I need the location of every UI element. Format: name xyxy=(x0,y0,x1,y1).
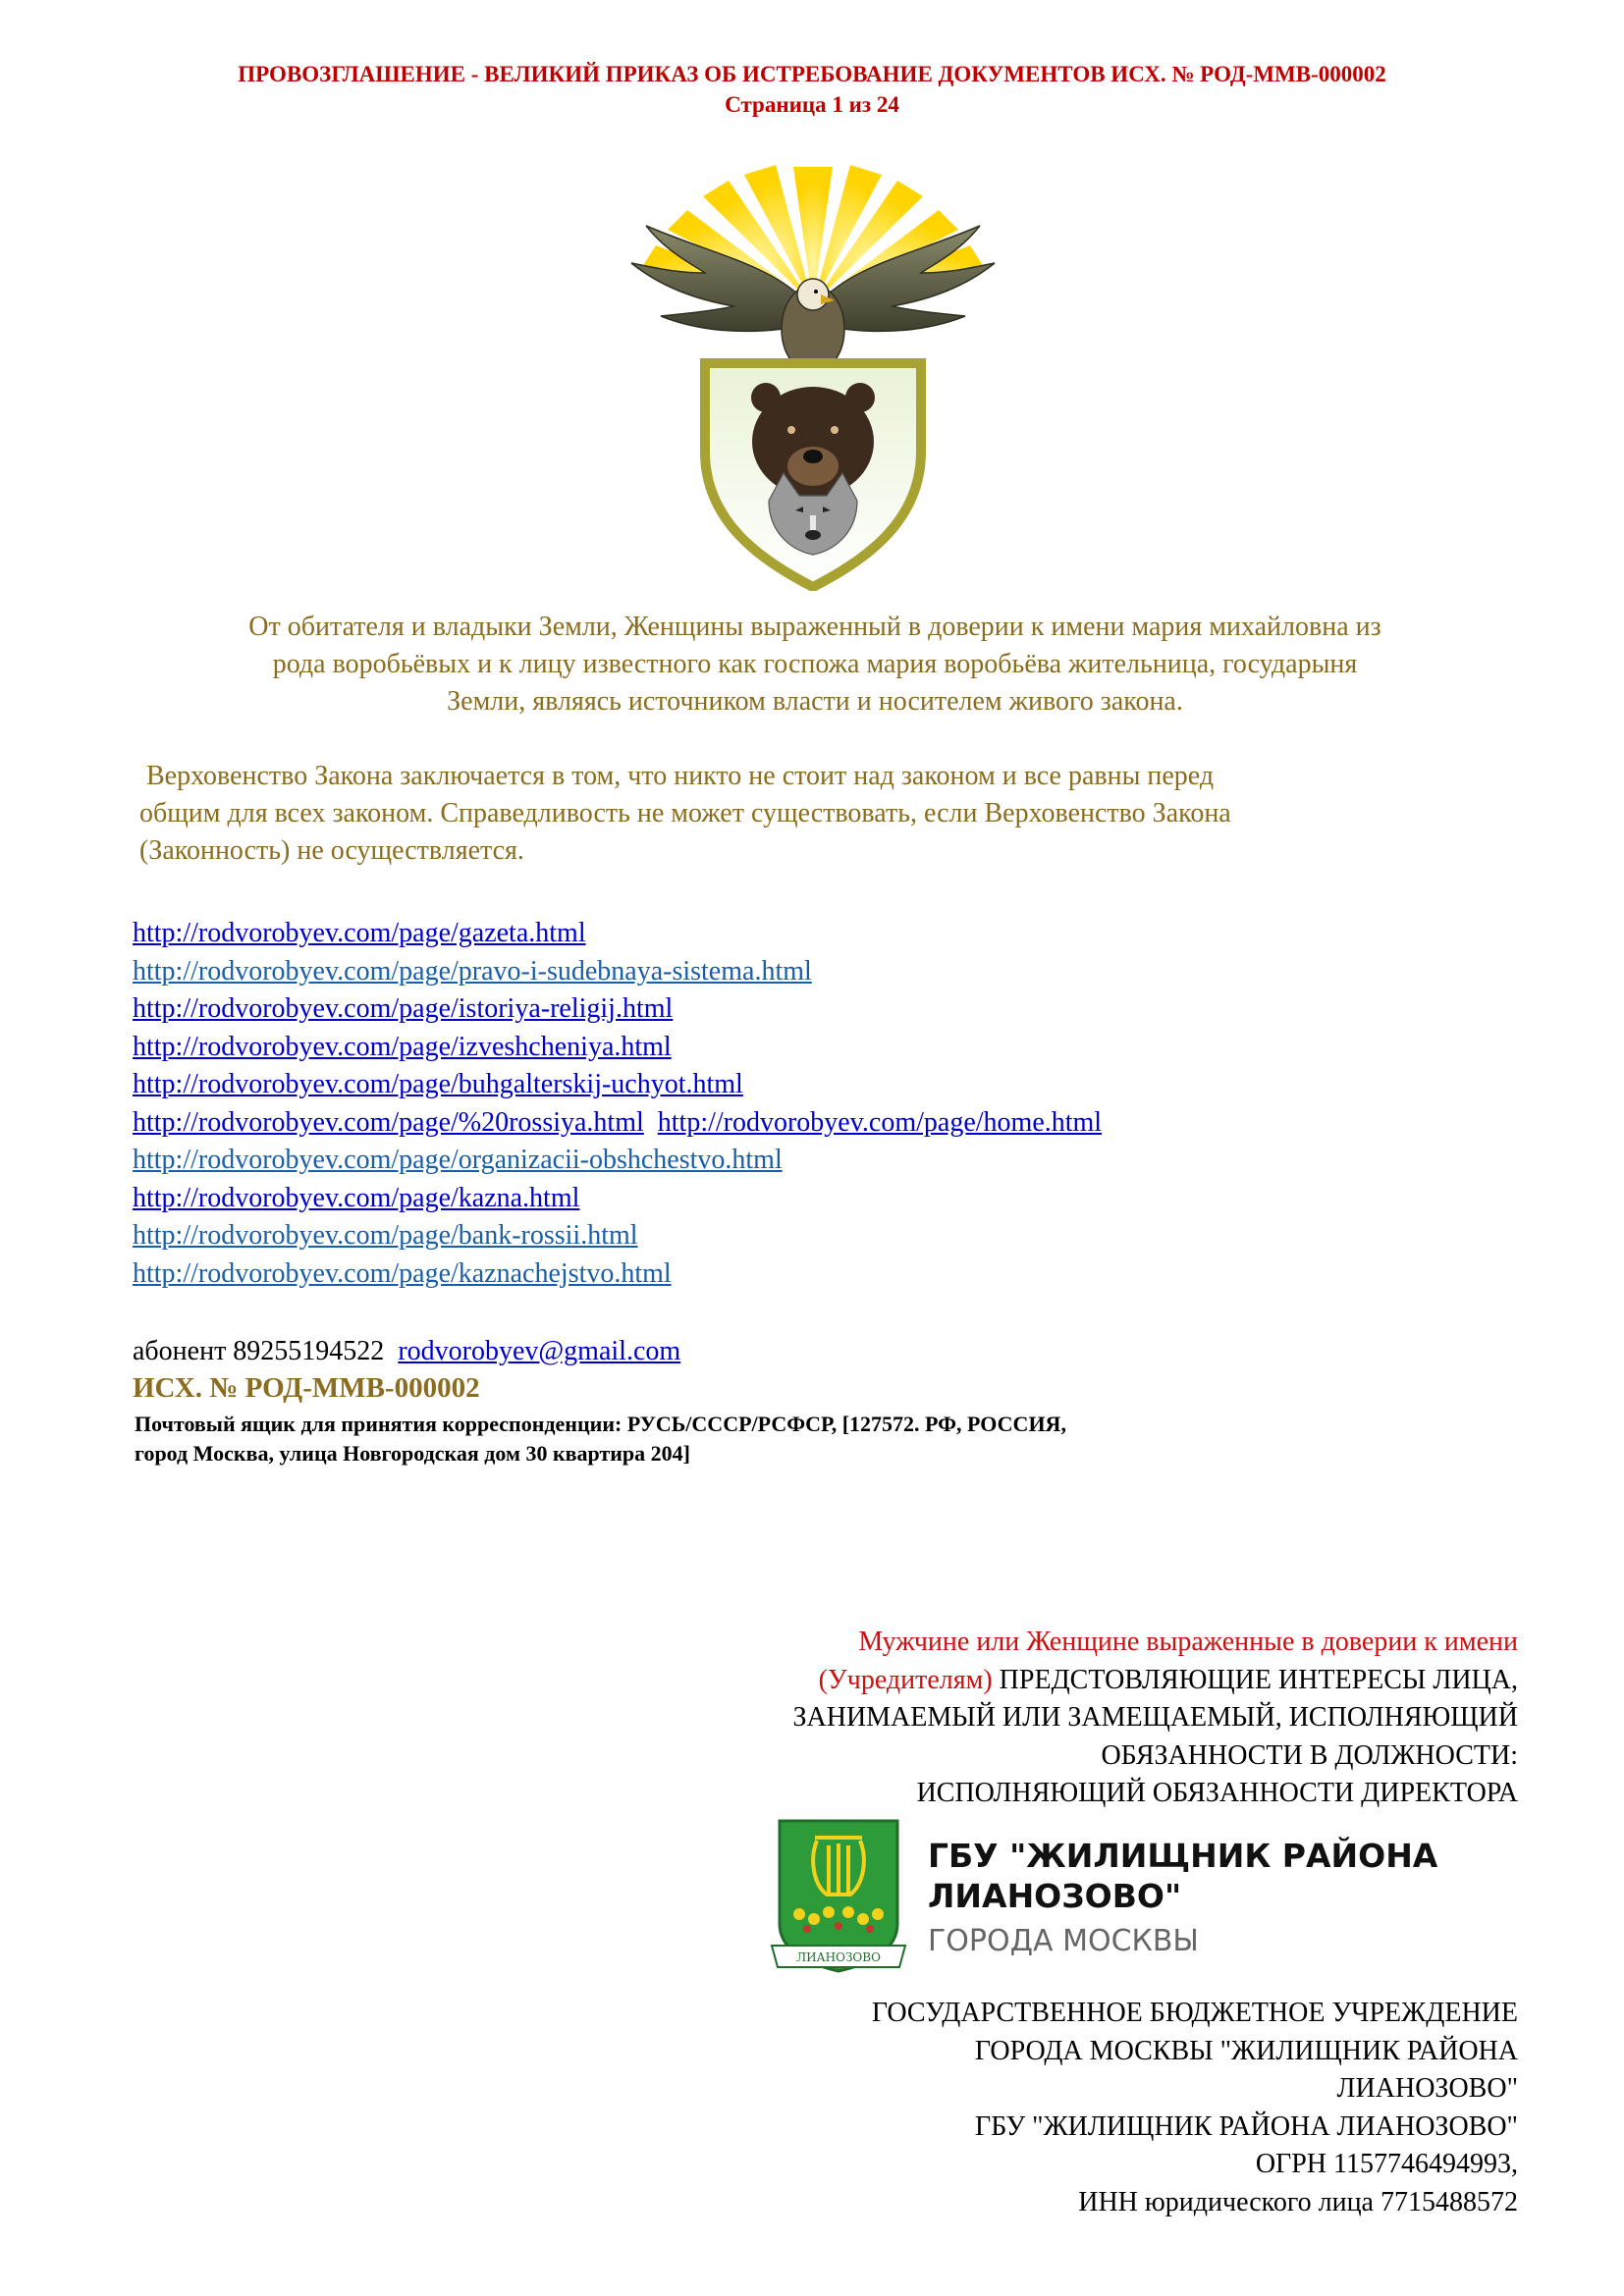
intro-paragraph xyxy=(128,609,1502,721)
addressee-line-rest: ПРЕДСТОВЛЯЮЩИЕ ИНТЕРЕСЫ ЛИЦА, xyxy=(992,1664,1518,1695)
lianozovo-coat-of-arms-icon xyxy=(770,1816,907,1978)
list-item xyxy=(133,1029,1102,1067)
addressee-line: ОБЯЗАННОСТИ В ДОЛЖНОСТИ: xyxy=(1101,1739,1518,1771)
link-kazna[interactable]: http://rodvorobyev.com/page/kazna.html xyxy=(133,1182,580,1213)
mailbox-line: город Москва, улица Новгородская дом 30 квартира 204] xyxy=(135,1441,690,1466)
addressee-line: ИСПОЛНЯЮЩИЙ ОБЯЗАННОСТИ ДИРЕКТОРА xyxy=(916,1778,1518,1808)
rule-line: (Законность) не осуществляется. xyxy=(139,835,524,866)
list-item xyxy=(133,1255,1102,1294)
logo-subtitle: ГОРОДА МОСКВЫ xyxy=(928,1924,1199,1958)
link-pravo[interactable]: http://rodvorobyev.com/page/pravo-i-sudebnaya-sistema.html xyxy=(133,955,812,987)
org-line: ЛИАНОЗОВО" xyxy=(1336,2073,1518,2104)
link-bank-rossii[interactable]: http://rodvorobyev.com/page/bank-rossii.html xyxy=(133,1220,638,1251)
link-gazeta[interactable]: http://rodvorobyev.com/page/gazeta.html xyxy=(133,918,586,948)
list-item xyxy=(133,953,1102,991)
mailbox-line: Почтовый ящик для принятия корреспонденции: РУСЬ/СССР/РСФСР, [127572. РФ, РОССИЯ, xyxy=(135,1412,1066,1436)
logo-title-line: ГБУ "ЖИЛИЩНИК РАЙОНА xyxy=(928,1837,1438,1875)
rule-of-law-paragraph xyxy=(139,758,1231,870)
list-item xyxy=(133,915,1102,953)
logo-title-line: ЛИАНОЗОВО" xyxy=(928,1877,1182,1915)
link-organizacii[interactable]: http://rodvorobyev.com/page/organizacii-obshchestvo.html xyxy=(133,1145,783,1175)
intro-line: От обитателя и владыки Земли, Женщины выраженный в доверии к имени мария михайловна из xyxy=(248,612,1381,642)
intro-line: Земли, являясь источником власти и носителем живого закона. xyxy=(447,686,1183,717)
organization-details xyxy=(872,1995,1518,2221)
addressee-line: ЗАНИМАЕМЫЙ ИЛИ ЗАМЕЩАЕМЫЙ, ИСПОЛНЯЮЩИЙ xyxy=(792,1702,1518,1733)
bear-icon xyxy=(751,383,875,497)
logo-text xyxy=(928,1836,1437,1958)
document-title: ПРОВОЗГЛАШЕНИЕ - ВЕЛИКИЙ ПРИКАЗ ОБ ИСТРЕБОВАНИЕ ДОКУМЕНТОВ ИСХ. № РОД-ММВ-000002 xyxy=(238,62,1386,86)
link-istoriya[interactable]: http://rodvorobyev.com/page/istoriya-religij.html xyxy=(133,993,674,1024)
subscriber-phone: абонент 89255194522 xyxy=(133,1336,385,1366)
link-rossiya[interactable]: http://rodvorobyev.com/page/%20rossiya.html xyxy=(133,1106,644,1138)
links-list xyxy=(133,915,1102,1293)
intro-line: рода воробьёвых и к лицу известного как госпожа мария воробьёва жительница, государыня xyxy=(272,649,1358,679)
mailbox-address xyxy=(135,1410,1066,1468)
email-link[interactable]: rodvorobyev@gmail.com xyxy=(398,1336,681,1366)
contact-line xyxy=(133,1333,680,1370)
addressee-block xyxy=(792,1624,1518,1813)
outgoing-number: ИСХ. № РОД-ММВ-000002 xyxy=(133,1372,480,1404)
org-line: ГОСУДАРСТВЕННОЕ БЮДЖЕТНОЕ УЧРЕЖДЕНИЕ xyxy=(871,1998,1518,2028)
link-kaznachejstvo[interactable]: http://rodvorobyev.com/page/kaznachejstvo.html xyxy=(133,1257,672,1289)
list-item xyxy=(133,1142,1102,1180)
founders-label: (Учредителям) xyxy=(818,1664,993,1695)
org-line: ГБУ "ЖИЛИЩНИК РАЙОНА ЛИАНОЗОВО" xyxy=(975,2110,1518,2142)
link-buhgalterskij[interactable]: http://rodvorobyev.com/page/buhgalterskij-uchyot.html xyxy=(133,1069,743,1099)
rule-line: общим для всех законом. Справедливость не может существовать, если Верховенство Закона xyxy=(139,798,1231,828)
link-home[interactable]: http://rodvorobyev.com/page/home.html xyxy=(657,1106,1103,1138)
list-item xyxy=(133,990,1102,1029)
link-izveshcheniya[interactable]: http://rodvorobyev.com/page/izveshcheniya.html xyxy=(133,1031,672,1062)
addressee-line xyxy=(792,1662,1518,1700)
list-item xyxy=(133,1180,1102,1218)
list-item xyxy=(133,1217,1102,1255)
logo-ribbon-text: ЛИАНОЗОВО xyxy=(796,1950,881,1964)
list-item xyxy=(133,1066,1102,1104)
list-item xyxy=(133,1104,1102,1143)
rule-line: Верховенство Закона заключается в том, что никто не стоит над законом и все равны перед xyxy=(139,761,1215,791)
org-line: ОГРН 1157746494993, xyxy=(1255,2149,1518,2179)
emblem-image xyxy=(607,157,1019,591)
org-line: ГОРОДА МОСКВЫ "ЖИЛИЩНИК РАЙОНА xyxy=(974,2035,1518,2066)
org-line: ИНН юридического лица 7715488572 xyxy=(1078,2186,1518,2217)
page-number: Страница 1 из 24 xyxy=(725,92,899,117)
document-header xyxy=(0,59,1624,120)
addressee-line: Мужчине или Женщине выраженные в доверии к имени xyxy=(858,1627,1518,1657)
